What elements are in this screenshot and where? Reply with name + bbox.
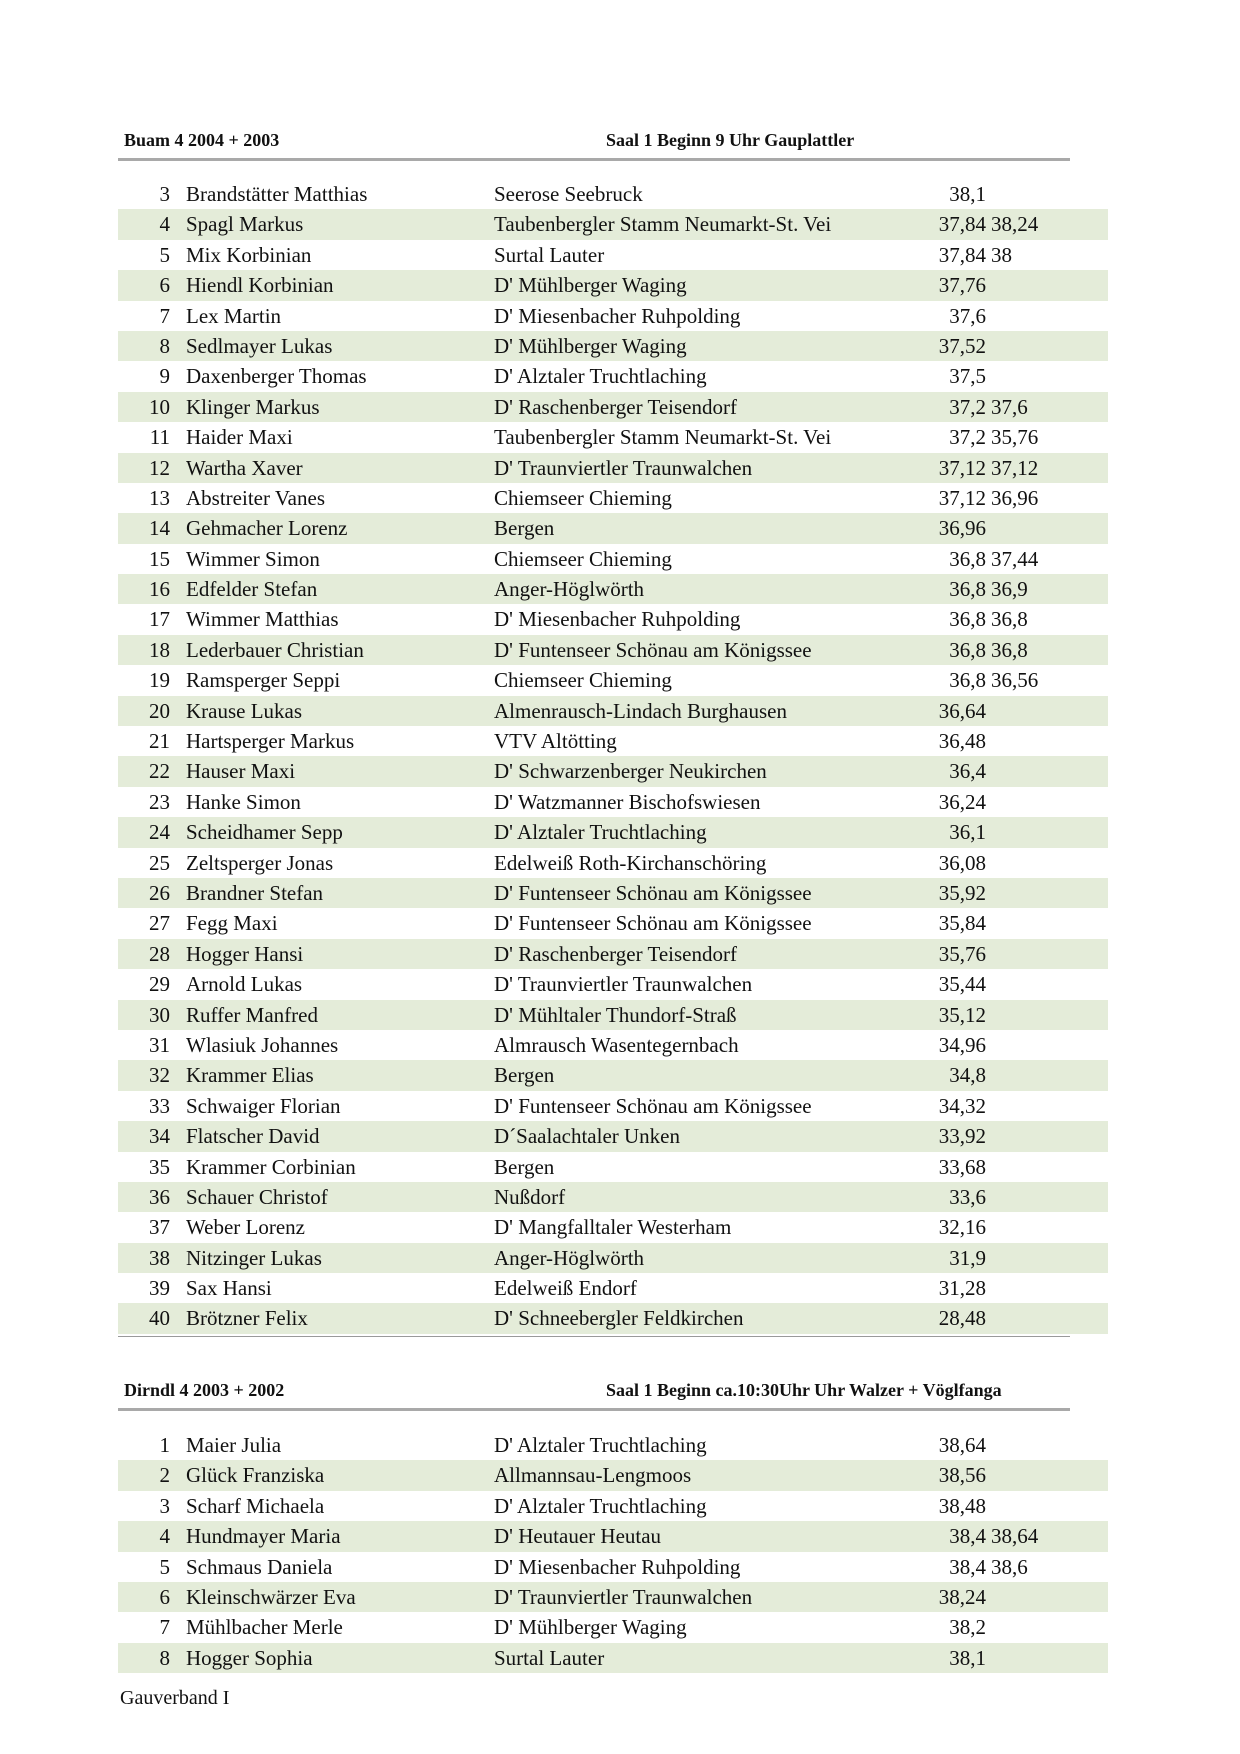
name-cell: Hogger Hansi [186,941,304,966]
rank-cell: 2 [159,1463,170,1488]
club-cell: D' Miesenbacher Ruhpolding [494,607,741,632]
club-cell: D' Traunviertler Traunwalchen [494,1584,753,1609]
name-cell: Fegg Maxi [186,911,278,936]
club-cell: D' Funtenseer Schönau am Königssee [494,1093,812,1118]
table-row [118,544,1108,574]
name-cell: Lex Martin [186,303,282,328]
club-cell: Chiemseer Chieming [494,668,672,693]
table-row [118,1182,1108,1212]
name-cell: Wimmer Matthias [186,607,339,632]
name-cell: Brötzner Felix [186,1306,308,1331]
score-cell: 36,96 [938,516,986,541]
table-row [118,1030,1108,1060]
club-cell: D' Mühltaler Thundorf-Straß [494,1002,737,1027]
table-row [118,513,1108,543]
section-info: Saal 1 Beginn ca.10:30Uhr Uhr Walzer + Vöglfanga [606,1380,1002,1400]
rank-cell: 5 [159,1554,170,1579]
score-cell: 36,1 [949,820,986,845]
table-row [118,848,1108,878]
rank-cell: 21 [149,729,170,754]
table-row [118,422,1108,452]
club-cell: Edelweiß Roth-Kirchanschöring [494,850,767,875]
name-cell: Flatscher David [186,1124,320,1149]
name-cell: Wimmer Simon [186,546,320,571]
score-cell: 37,12 [938,455,986,480]
club-cell: Surtal Lauter [494,242,605,267]
table-row [118,270,1108,300]
score-cell: 36,24 [938,789,986,814]
rank-cell: 4 [159,212,170,237]
club-cell: Anger-Höglwörth [494,577,645,602]
score-cell: 37,2 [949,394,986,419]
table-row [118,209,1108,239]
name-cell: Hanke Simon [186,789,301,814]
club-cell: D' Raschenberger Teisendorf [494,941,737,966]
rank-cell: 13 [149,485,170,510]
club-cell: D' Alztaler Truchtlaching [494,364,707,389]
score-cell: 35,84 [938,911,986,936]
rank-cell: 26 [149,880,170,905]
name-cell: Krammer Elias [186,1063,314,1088]
table-row [118,1552,1108,1582]
score-cell: 36,8 [949,546,986,571]
score-cell: 32,16 [938,1215,986,1240]
rank-cell: 6 [159,1584,170,1609]
table-row [118,1212,1108,1242]
extra-score-cell: 36,56 [991,668,1039,693]
score-cell: 36,8 [949,577,986,602]
name-cell: Hartsperger Markus [186,729,355,754]
club-cell: D' Raschenberger Teisendorf [494,394,737,419]
score-cell: 37,52 [938,333,986,358]
table-row [118,696,1108,726]
rank-cell: 16 [149,577,170,602]
table-row [118,331,1108,361]
score-cell: 37,84 [938,212,986,237]
section-title: Dirndl 4 2003 + 2002 [124,1380,285,1400]
results-list-buam [118,179,1108,1334]
name-cell: Brandstätter Matthias [186,182,368,206]
score-cell: 36,48 [938,729,986,754]
name-cell: Gehmacher Lorenz [186,516,348,541]
name-cell: Schmaus Daniela [186,1554,333,1579]
extra-score-cell: 37,44 [991,546,1039,571]
rank-cell: 3 [159,182,170,206]
name-cell: Krause Lukas [186,698,303,723]
score-cell: 38,1 [949,182,986,206]
club-cell: D' Watzmanner Bischofswiesen [494,789,761,814]
name-cell: Spagl Markus [186,212,304,237]
club-cell: D´Saalachtaler Unken [494,1124,680,1149]
table-row [118,1582,1108,1612]
club-cell: D' Alztaler Truchtlaching [494,1493,707,1518]
name-cell: Mix Korbinian [186,242,312,267]
club-cell: D' Funtenseer Schönau am Königssee [494,637,812,662]
score-cell: 37,6 [949,303,986,328]
name-cell: Glück Franziska [186,1463,325,1488]
footer-text: Gauverband I [120,1687,230,1709]
name-cell: Sax Hansi [186,1276,272,1301]
score-cell: 38,56 [938,1463,986,1488]
table-row [118,787,1108,817]
club-cell: D' Traunviertler Traunwalchen [494,972,753,997]
score-cell: 38,4 [949,1554,986,1579]
club-cell: Nußdorf [494,1184,566,1209]
table-row [118,939,1108,969]
extra-score-cell: 36,9 [991,577,1028,602]
rank-cell: 33 [149,1093,170,1118]
rank-cell: 17 [149,607,170,632]
rank-cell: 12 [149,455,170,480]
name-cell: Schauer Christof [186,1184,328,1209]
table-row [118,179,1108,209]
score-cell: 38,64 [938,1433,986,1457]
name-cell: Ramsperger Seppi [186,668,341,693]
table-row [118,817,1108,847]
name-cell: Wlasiuk Johannes [186,1032,339,1057]
name-cell: Klinger Markus [186,394,320,419]
table-row [118,1000,1108,1030]
rank-cell: 18 [149,637,170,662]
extra-score-cell: 38,24 [991,212,1039,237]
table-row [118,1091,1108,1121]
extra-score-cell: 38,6 [991,1554,1028,1579]
score-cell: 33,6 [949,1184,986,1209]
club-cell: Taubenbergler Stamm Neumarkt-St. Vei [494,212,832,237]
table-row [118,908,1108,938]
name-cell: Wartha Xaver [186,455,303,480]
score-cell: 35,12 [938,1002,986,1027]
rank-cell: 34 [149,1124,170,1149]
table-row [118,483,1108,513]
table-row [118,726,1108,756]
rank-cell: 32 [149,1063,170,1088]
name-cell: Hundmayer Maria [186,1524,341,1549]
score-cell: 37,12 [938,485,986,510]
name-cell: Edfelder Stefan [186,577,318,602]
rank-cell: 29 [149,972,170,997]
table-row [118,1491,1108,1521]
club-cell: D' Mühlberger Waging [494,333,687,358]
table-row [118,1521,1108,1551]
table-row [118,665,1108,695]
name-cell: Ruffer Manfred [186,1002,318,1027]
score-cell: 33,68 [938,1154,986,1179]
extra-score-cell: 35,76 [991,425,1039,450]
club-cell: Chiemseer Chieming [494,485,672,510]
table-row [118,1303,1108,1333]
club-cell: D' Alztaler Truchtlaching [494,1433,707,1457]
name-cell: Zeltsperger Jonas [186,850,334,875]
table-row [118,1060,1108,1090]
rank-cell: 36 [149,1184,170,1209]
table-row [118,1243,1108,1273]
rank-cell: 9 [159,364,170,389]
name-cell: Schwaiger Florian [186,1093,341,1118]
name-cell: Hogger Sophia [186,1645,313,1670]
rank-cell: 1 [159,1433,170,1457]
table-row [118,1430,1108,1460]
score-cell: 38,48 [938,1493,986,1518]
name-cell: Krammer Corbinian [186,1154,356,1179]
name-cell: Nitzinger Lukas [186,1245,322,1270]
name-cell: Haider Maxi [186,425,293,450]
name-cell: Brandner Stefan [186,880,324,905]
club-cell: Taubenbergler Stamm Neumarkt-St. Vei [494,425,832,450]
rank-cell: 7 [159,1615,170,1640]
name-cell: Maier Julia [186,1433,282,1457]
score-cell: 33,92 [938,1124,986,1149]
rank-cell: 31 [149,1032,170,1057]
rank-cell: 4 [159,1524,170,1549]
rank-cell: 7 [159,303,170,328]
results-list-dirndl [118,1430,1108,1673]
table-row [118,1273,1108,1303]
score-cell: 34,8 [949,1063,986,1088]
club-cell: D' Schwarzenberger Neukirchen [494,759,767,784]
extra-score-cell: 36,8 [991,607,1028,632]
name-cell: Weber Lorenz [186,1215,305,1240]
table-row [118,969,1108,999]
rank-cell: 3 [159,1493,170,1518]
rank-cell: 37 [149,1215,170,1240]
score-cell: 36,64 [938,698,986,723]
score-cell: 38,24 [938,1584,986,1609]
score-cell: 38,2 [949,1615,986,1640]
rank-cell: 8 [159,333,170,358]
table-row [118,392,1108,422]
table-row [118,1460,1108,1490]
club-cell: Almrausch Wasentegernbach [494,1032,739,1057]
club-cell: D' Alztaler Truchtlaching [494,820,707,845]
score-cell: 28,48 [938,1306,986,1331]
club-cell: D' Mangfalltaler Westerham [494,1215,732,1240]
rank-cell: 19 [149,668,170,693]
table-row [118,301,1108,331]
table-row [118,240,1108,270]
section-info: Saal 1 Beginn 9 Uhr Gauplattler [606,130,855,150]
score-cell: 34,32 [938,1093,986,1118]
rank-cell: 23 [149,789,170,814]
rank-cell: 10 [149,394,170,419]
name-cell: Hauser Maxi [186,759,296,784]
score-cell: 37,76 [938,273,986,298]
extra-score-cell: 37,6 [991,394,1028,419]
table-row [118,361,1108,391]
score-cell: 36,08 [938,850,986,875]
rank-cell: 28 [149,941,170,966]
rank-cell: 38 [149,1245,170,1270]
club-cell: D' Funtenseer Schönau am Königssee [494,880,812,905]
rank-cell: 35 [149,1154,170,1179]
club-cell: Seerose Seebruck [494,182,643,206]
name-cell: Abstreiter Vanes [186,485,325,510]
score-cell: 35,76 [938,941,986,966]
name-cell: Kleinschwärzer Eva [186,1584,356,1609]
club-cell: Almenrausch-Lindach Burghausen [494,698,787,723]
score-cell: 37,84 [938,242,986,267]
score-cell: 36,4 [949,759,986,784]
score-cell: 36,8 [949,637,986,662]
club-cell: D' Mühlberger Waging [494,273,687,298]
table-row [118,604,1108,634]
table-row [118,1121,1108,1151]
rank-cell: 14 [149,516,170,541]
club-cell: D' Miesenbacher Ruhpolding [494,1554,741,1579]
rank-cell: 6 [159,273,170,298]
score-cell: 34,96 [938,1032,986,1057]
club-cell: VTV Altötting [494,729,617,754]
table-row [118,1152,1108,1182]
score-cell: 35,44 [938,972,986,997]
rank-cell: 11 [149,425,170,450]
club-cell: Edelweiß Endorf [494,1276,637,1301]
extra-score-cell: 37,12 [991,455,1039,480]
table-row [118,1643,1108,1673]
rank-cell: 8 [159,1645,170,1670]
table-row [118,635,1108,665]
club-cell: Surtal Lauter [494,1645,605,1670]
name-cell: Arnold Lukas [186,972,303,997]
rank-cell: 5 [159,242,170,267]
rank-cell: 20 [149,698,170,723]
club-cell: D' Schneebergler Feldkirchen [494,1306,744,1331]
score-cell: 37,5 [949,364,986,389]
club-cell: D' Heutauer Heutau [494,1524,662,1549]
section-divider [118,1336,1070,1337]
extra-score-cell: 38 [991,242,1012,267]
rank-cell: 15 [149,546,170,571]
name-cell: Lederbauer Christian [186,637,364,662]
score-cell: 31,9 [949,1245,986,1270]
rank-cell: 30 [149,1002,170,1027]
club-cell: Bergen [494,1154,555,1179]
club-cell: D' Funtenseer Schönau am Königssee [494,911,812,936]
rank-cell: 24 [149,820,170,845]
name-cell: Scharf Michaela [186,1493,325,1518]
club-cell: Anger-Höglwörth [494,1245,645,1270]
score-cell: 36,8 [949,607,986,632]
club-cell: Allmannsau-Lengmoos [494,1463,692,1488]
extra-score-cell: 38,64 [991,1524,1039,1549]
score-cell: 38,4 [949,1524,986,1549]
section-header-buam [118,128,1070,161]
club-cell: Bergen [494,1063,555,1088]
score-cell: 31,28 [938,1276,986,1301]
table-row [118,574,1108,604]
section-header-dirndl [118,1378,1070,1411]
table-row [118,1612,1108,1642]
rank-cell: 40 [149,1306,170,1331]
score-cell: 35,92 [938,880,986,905]
club-cell: D' Traunviertler Traunwalchen [494,455,753,480]
name-cell: Daxenberger Thomas [186,364,367,389]
club-cell: D' Miesenbacher Ruhpolding [494,303,741,328]
rank-cell: 27 [149,911,170,936]
extra-score-cell: 36,8 [991,637,1028,662]
club-cell: D' Mühlberger Waging [494,1615,687,1640]
score-cell: 37,2 [949,425,986,450]
extra-score-cell: 36,96 [991,485,1039,510]
rank-cell: 25 [149,850,170,875]
score-cell: 36,8 [949,668,986,693]
rank-cell: 39 [149,1276,170,1301]
name-cell: Hiendl Korbinian [186,273,334,298]
name-cell: Mühlbacher Merle [186,1615,343,1640]
section-title: Buam 4 2004 + 2003 [124,130,280,150]
rank-cell: 22 [149,759,170,784]
score-cell: 38,1 [949,1645,986,1670]
table-row [118,453,1108,483]
name-cell: Sedlmayer Lukas [186,333,333,358]
club-cell: Bergen [494,516,555,541]
table-row [118,878,1108,908]
table-row [118,756,1108,786]
name-cell: Scheidhamer Sepp [186,820,343,845]
club-cell: Chiemseer Chieming [494,546,672,571]
